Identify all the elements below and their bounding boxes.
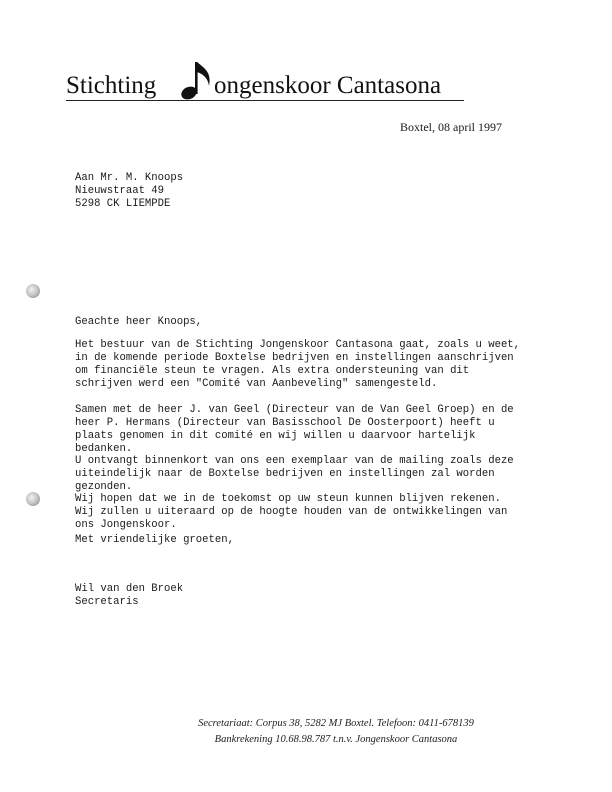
paragraph-2 (75, 404, 520, 456)
letter-date: Boxtel, 08 april 1997 (400, 120, 502, 134)
punch-hole (26, 492, 40, 506)
salutation: Geachte heer Knoops, (75, 316, 203, 328)
footer-address: Secretariaat: Corpus 38, 5282 MJ Boxtel. Telefoon: 0411-678139 (198, 718, 474, 729)
letterhead (66, 58, 466, 102)
address-line-2: Nieuwstraat 49 (75, 185, 165, 197)
paragraph-4 (75, 493, 520, 532)
paragraph-1 (75, 339, 520, 391)
closing: Met vriendelijke groeten, (75, 534, 234, 546)
paragraph-3-text: U ontvangt binnenkort van ons een exemplaar van de mailing zoals deze uiteindelijk naar de Boxtelse bedrijven en instellingen zal worden gezonden. (75, 455, 514, 493)
paragraph-4-text: Wij hopen dat we in de toekomst op uw steun kunnen blijven rekenen. Wij zullen u uiteraard op de hoogte houden van de ontwikkelingen van ons Jongenskoor. (75, 493, 508, 531)
recipient-address (75, 172, 520, 211)
address-line-3: 5298 CK LIEMPDE (75, 198, 171, 210)
paragraph-1-text: Het bestuur van de Stichting Jongenskoor Cantasona gaat, zoals u weet, in de komende periode Boxtelse bedrijven en instellingen aanschrijven om financiële steun te vragen. Als extra ondersteuning van dit schrijven werd een "Comité van Aanbeveling" samengesteld. (75, 339, 521, 390)
signature-block (75, 583, 520, 609)
letterhead-name-right: ongenskoor Cantasona (214, 72, 442, 99)
punch-hole (26, 284, 40, 298)
signature-name: Wil van den Broek (75, 583, 184, 595)
paragraph-2-text: Samen met de heer J. van Geel (Directeur van de Van Geel Groep) en de heer P. Hermans (Directeur van Basisschool De Oosterpoort) heeft u plaats genomen in dit comité en wij willen u daarvoor hartelijk bedanken. (75, 404, 514, 455)
signature-title: Secretaris (75, 596, 139, 608)
music-note-icon (176, 58, 216, 102)
paragraph-3 (75, 455, 520, 494)
letterhead-underline (66, 100, 464, 101)
letterhead-name-left: Stichting (66, 72, 157, 99)
address-line-1: Aan Mr. M. Knoops (75, 172, 184, 184)
footer-bank: Bankrekening 10.68.98.787 t.n.v. Jongenskoor Cantasona (214, 734, 458, 745)
